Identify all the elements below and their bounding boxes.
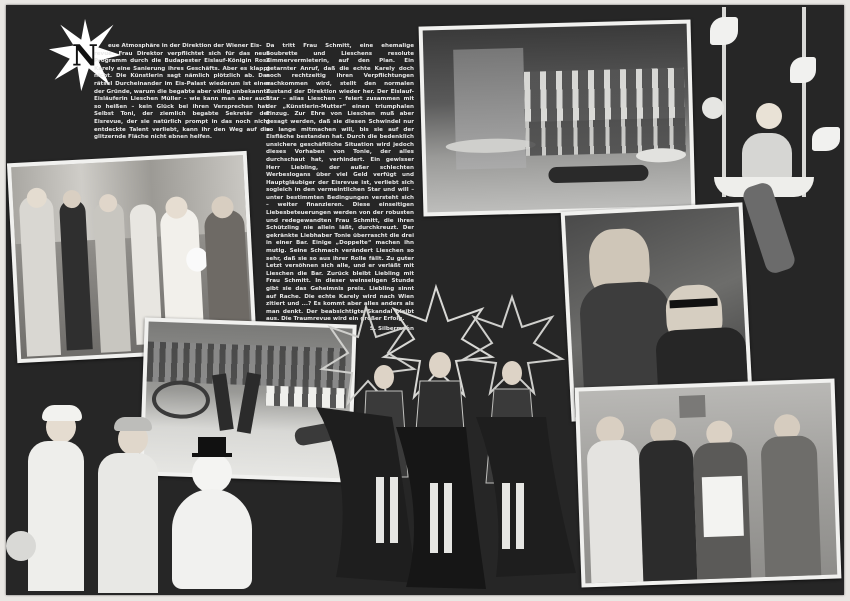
photo-women-with-snowman (6, 401, 276, 595)
article-col2-text: Da tritt Frau Schmitt, eine ehemalige Soubrette und Lieschens resolute Zimmervermieterin, auf den Plan. Ein getarnter Anruf, daß die echte Karely doch noch rechtzeitig ihren Verpflichtungen nachkommen wird, stellt den normalen Zustand der Direktion wieder her. Der Eislauf-Star – alias Lieschen – feiert zusammen mit der „Künstlerin-Mutter“ einen triumphalen Einzug. Zur Ehre von Lieschen muß aber gesagt werden, daß sie diesen Schwindel nur so lange mitmachen will, bis sie auf der Eisfläche bestanden hat. Durch die bedenklich unsichere geschäftliche Situation wird jedoch dieses Vorhaben von Tonie, der alles durchschaut hat, verhindert. Ein gewisser Herr Liebling, der außer schlechten Werbeslogans über viel Geld verfügt und Hauptgläubiger der Eisrevue ist, verliebt sich sogleich in den vermeintlichen Star und will – unter bestimmten Bedingungen versteht sich – weiter finanzieren. Diese einseitigen Liebesbeteuerungen werden von der robusten und redegewandten Frau Schmitt, die ihren Schützling nie allein läßt, durchkreuzt. Der gekränkte Liebhaber Tonie überrascht die drei in einer Bar. Einige „Doppelte“ machen ihn mutig. Seine Schmach verändert Lieschen so sehr, daß sie so aus ihrer Rolle fällt. Zu guter Letzt versöhnen sich alle, und er verläßt mit Lieschen die Bar. Zurück bleibt Liebling mit Frau Schmitt. In dieser weinseligen Stunde gibt sie das Geheimnis preis. Liebling sinnt auf Rache. Die echte Karely wird nach Wien zitiert und ...? Es kommt aber alles anders als man denkt. Der beabsichtigte Skandal bleibt aus. Die Traumrevue wird ein großer Erfolg. (266, 43, 414, 323)
program-spread (6, 5, 844, 595)
showgirls-illustration (296, 277, 582, 593)
article-col1-text: revue. Frau Direktor verpflichtet sich für das neue Programm durch die Budapester Eislauf-Königin Rosa Karely eine Sanierung ihres Geschäfts. Aber es klappt nicht. Die Künstlerin sagt nämlich plötzlich ab. Das rätsel Durcheinander im Eis-Palast wiederum ist einer der Gründe, warum die begabte aber völlig unbekannte Eisläuferin Lieschen Müller – wie kann man aber auch so heißen – kein Glück bei ihren Versprechen hat. Selbst Toni, der ziemlich begabte Sekretär der Eisrevue, der sie natürlich prompt in das noch nicht entdeckte Talent verliebt, kann ihr den Weg auf die glitzernde Fläche nicht ebnen helfen. (94, 50, 270, 141)
photo-star-costume-showgirls (296, 277, 582, 593)
article-first-line: eue Atmosphäre in der Direktion der Wiener Eis- (108, 43, 262, 49)
article-column-1 (90, 43, 270, 142)
initial-letter: N (71, 38, 99, 73)
photo-living-room-scene (575, 379, 842, 588)
photo-ice-revue-dancers-line (419, 19, 696, 216)
author-signature: S. Silbermann (369, 325, 414, 332)
